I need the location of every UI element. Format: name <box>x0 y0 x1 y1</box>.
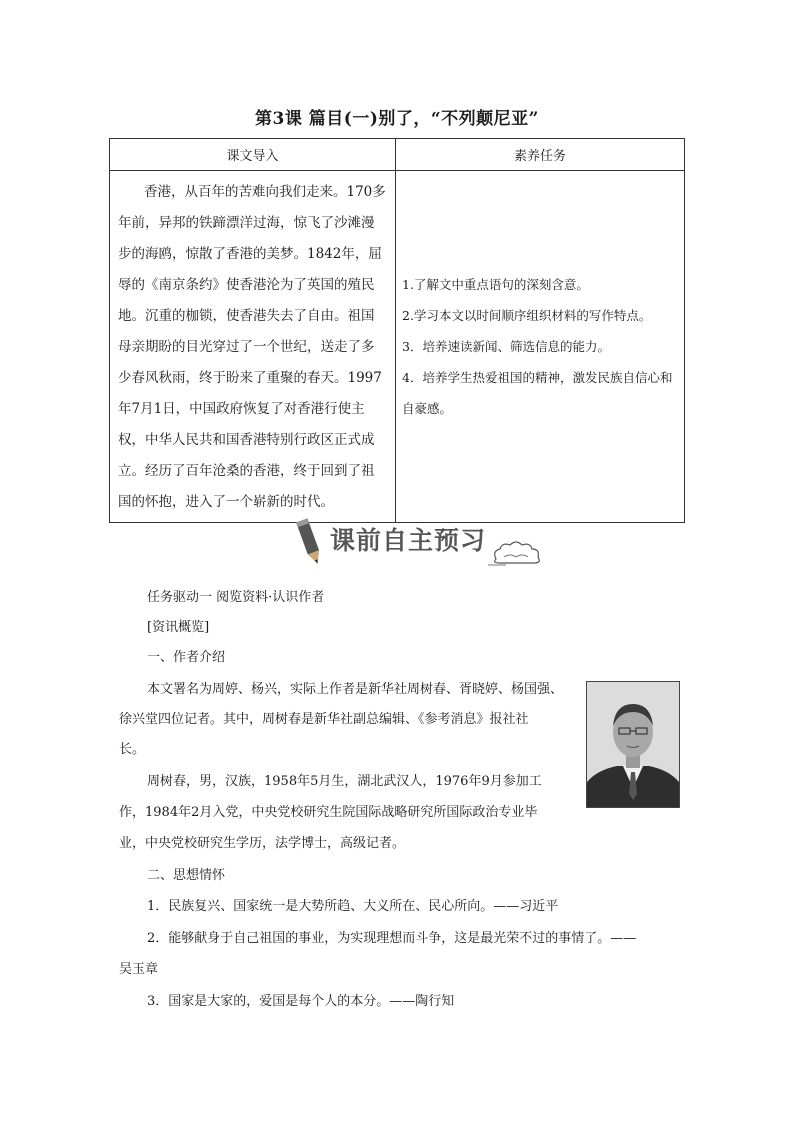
intro-text: 香港，从百年的苦难向我们走来。170多年前，异邦的铁蹄漂洋过海，惊飞了沙滩漫步的海鸥，惊散了香港的美梦。1842年，屈辱的《南京条约》使香港沦为了英国的殖民地。沉重的枷锁，使香港失去了自由。祖国母亲期盼的目光穿过了一个世纪，送走了多少春风秋雨，终于盼来了重聚的春天。1997年7月1日，中国政府恢复了对香港行使主权，中华人民共和国香港特别行政区正式成立。经历了百年沧桑的香港，终于回到了祖国的怀抱，进入了一个崭新的时代。 <box>110 171 396 523</box>
cloud-decoration <box>488 539 548 569</box>
bio-paragraph-line: 作，1984年2月入党，中央党校研究生院国际战略研究所国际政治专业毕 <box>119 805 538 820</box>
bio-paragraph-line: 周树春，男，汉族，1958年5月生，湖北武汉人，1976年9月参加工 <box>147 774 542 789</box>
intro-header: 课文导入 <box>110 139 396 171</box>
quote-item-continuation: 吴玉章 <box>119 962 159 977</box>
tasks-cell <box>396 171 685 523</box>
task-item: 4．培养学生热爱祖国的精神，激发民族自信心和自豪感。 <box>402 370 673 416</box>
author-paragraph-line: 徐兴堂四位记者。其中，周树春是新华社副总编辑、《参考消息》报社社 <box>119 712 529 727</box>
lesson-title: 第3课 篇目(一)别了，“不列颠尼亚” <box>255 109 539 129</box>
quote-item: 2．能够献身于自己祖国的事业，为实现理想而斗争，这是最光荣不过的事情了。—— <box>147 931 637 946</box>
bio-paragraph-line: 业，中央党校研究生学历，法学博士，高级记者。 <box>119 836 406 851</box>
thoughts-heading: 二、思想情怀 <box>147 868 226 883</box>
author-paragraph-line: 本文署名为周婷、杨兴，实际上作者是新华社周树春、胥晓婷、杨国强、 <box>147 682 564 697</box>
task-item: 2.学习本文以时间顺序组织材料的写作特点。 <box>402 308 652 323</box>
overview-label: [资讯概览] <box>147 620 210 635</box>
task-item: 1.了解文中重点语句的深刻含意。 <box>402 277 589 292</box>
banner-title: 课前自主预习 <box>330 526 487 555</box>
author-photo <box>586 681 680 808</box>
task-heading: 任务驱动一 阅览资料·认识作者 <box>147 590 325 605</box>
quote-item: 3．国家是大家的，爱国是每个人的本分。——陶行知 <box>147 994 455 1009</box>
pencil-icon <box>290 515 330 571</box>
author-paragraph-line: 长。 <box>119 742 146 757</box>
intro-table <box>109 138 685 523</box>
task-item: 3．培养速读新闻、筛选信息的能力。 <box>402 339 610 354</box>
tasks-header: 素养任务 <box>396 139 685 171</box>
quote-item: 1．民族复兴、国家统一是大势所趋、大义所在、民心所向。——习近平 <box>147 899 559 914</box>
author-heading: 一、作者介绍 <box>147 650 226 665</box>
section-banner <box>290 515 540 571</box>
